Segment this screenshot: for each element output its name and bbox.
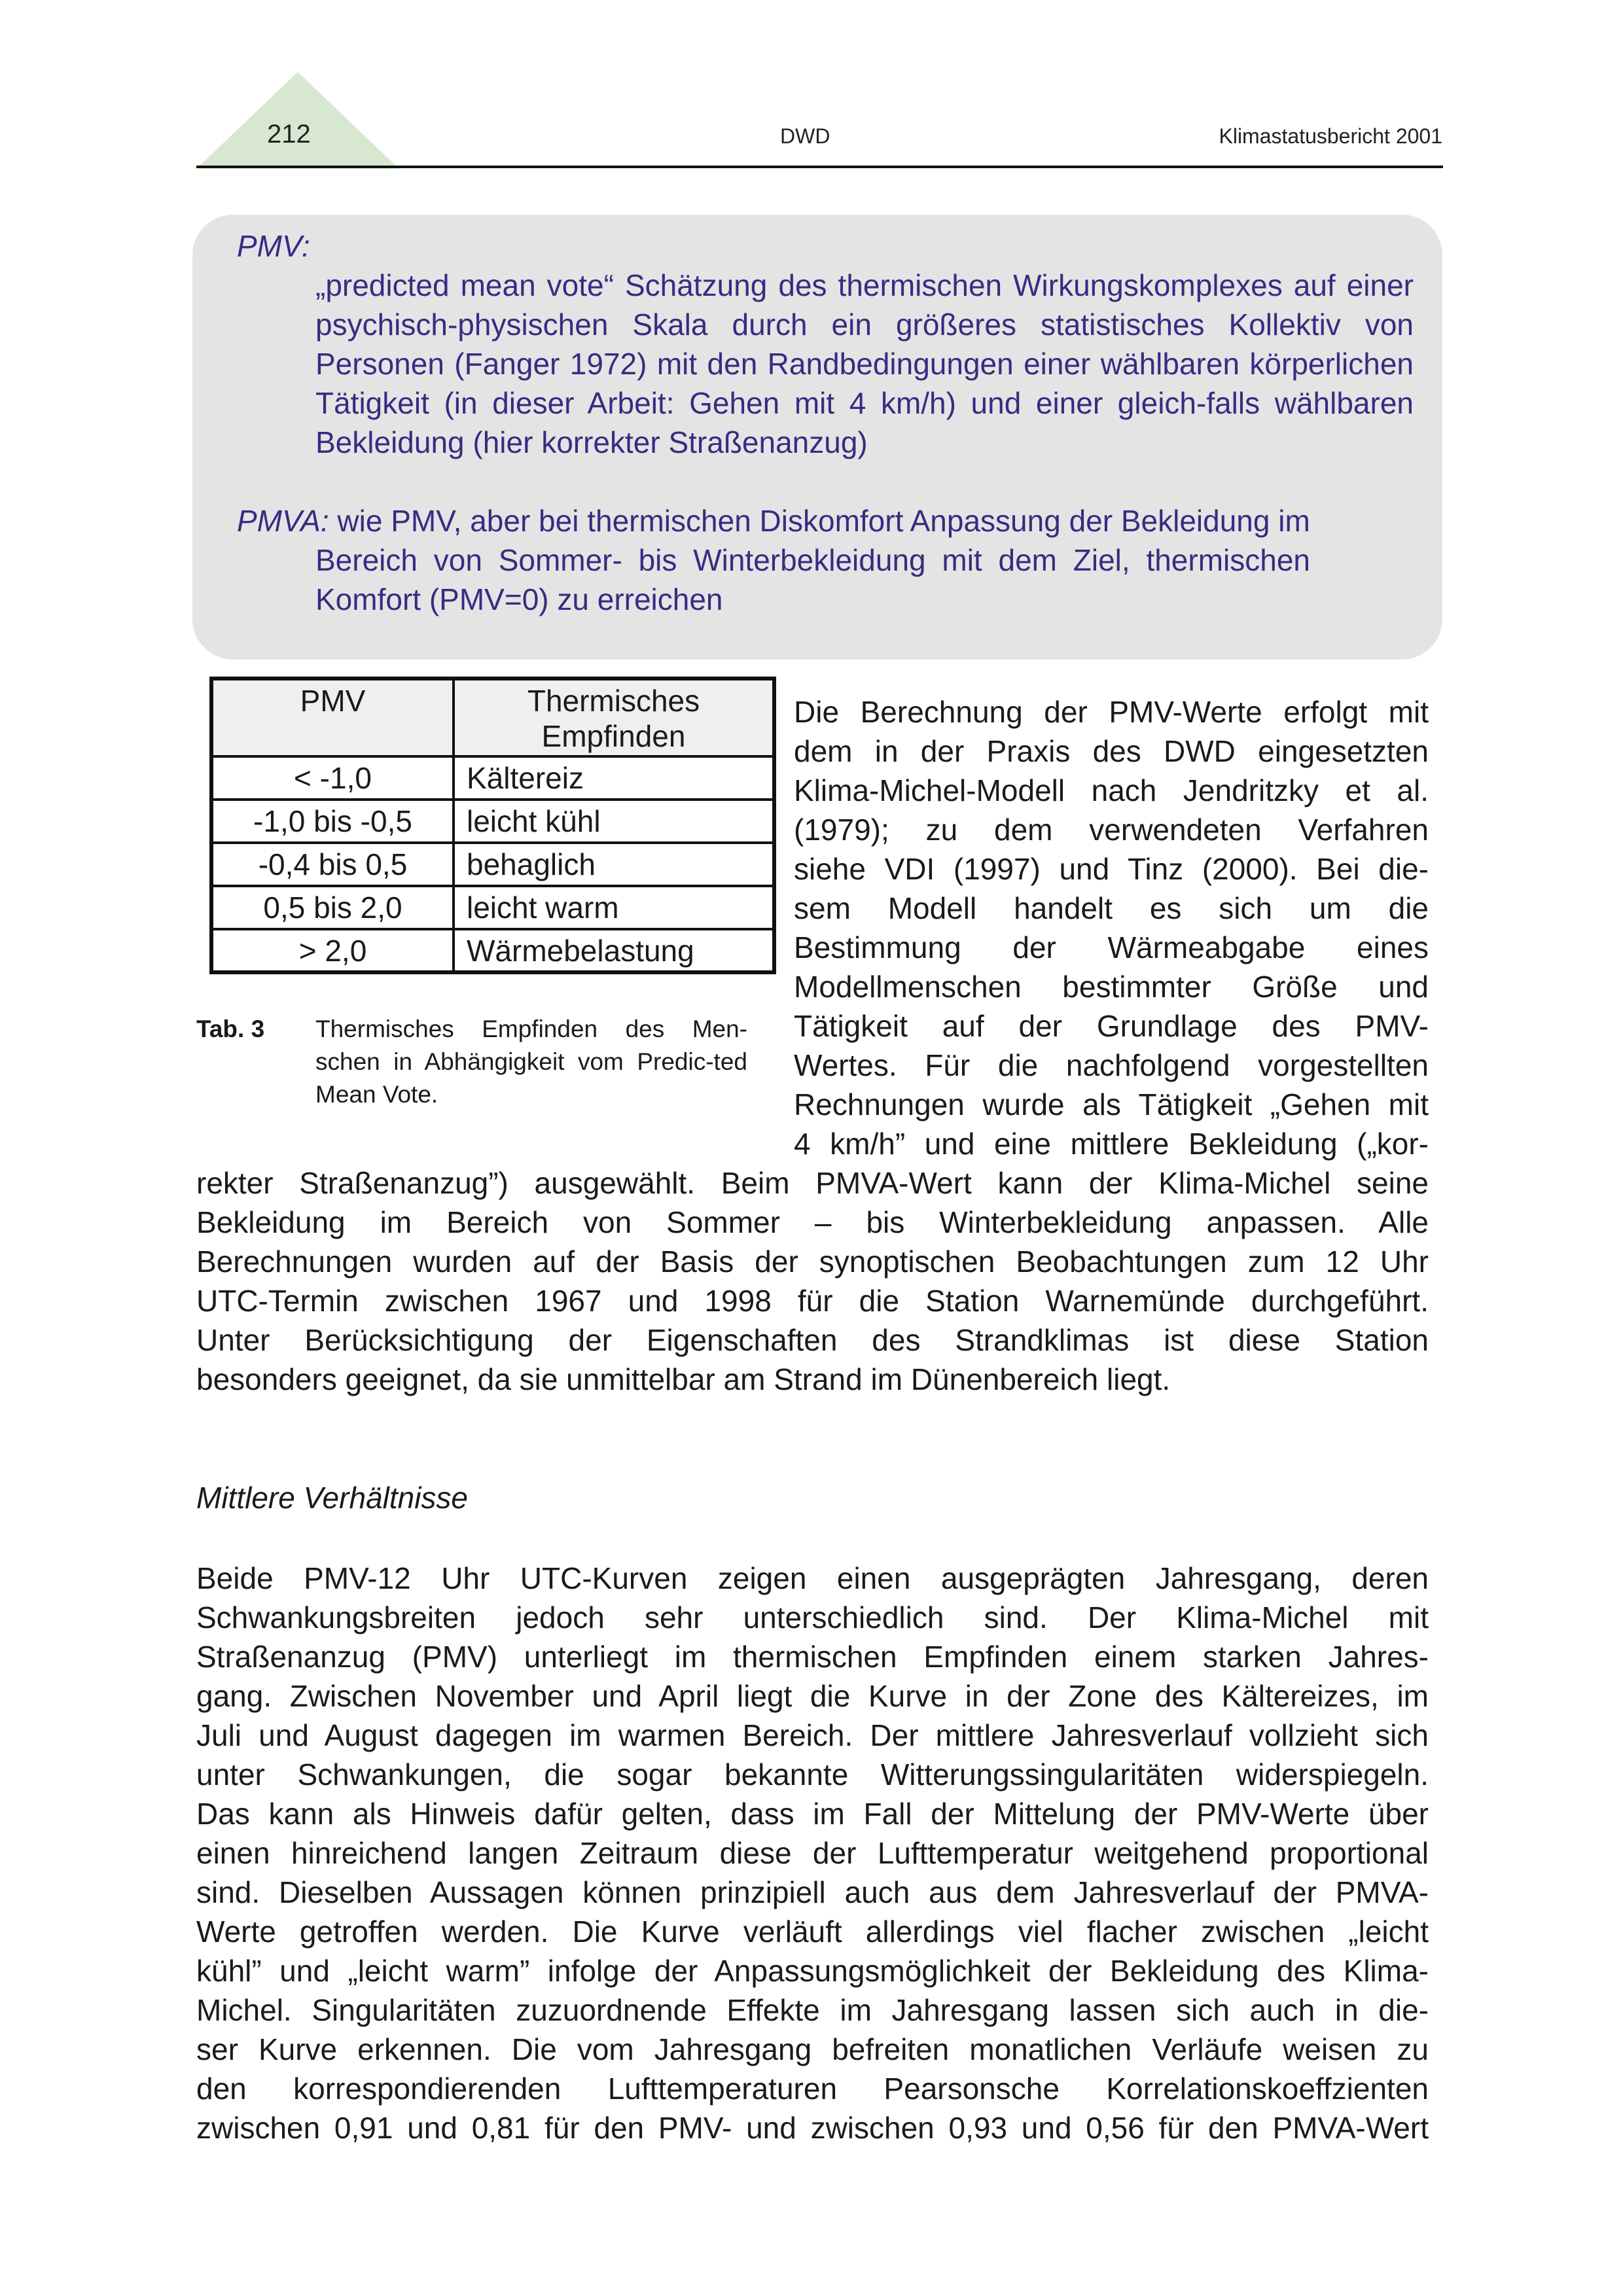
text-line: sind. Dieselben Aussagen können prinzipiell auch aus dem Jahresverlauf der PMVA- bbox=[196, 1875, 1429, 1909]
table-row bbox=[211, 756, 774, 800]
text-line: dem in der Praxis des DWD eingesetzten bbox=[794, 734, 1429, 768]
pmv-term: PMV: bbox=[237, 229, 310, 263]
table-row bbox=[211, 886, 774, 929]
text-line: Unter Berücksichtigung der Eigenschaften des Strandklimas ist diese Station bbox=[196, 1323, 1429, 1357]
text-line: Michel. Singularitäten zuzuordnende Effekte im Jahresgang lassen sich auch in die- bbox=[196, 1993, 1429, 2027]
text-line: Klima-Michel-Modell nach Jendritzky et al. bbox=[794, 773, 1429, 807]
table-header-row bbox=[211, 679, 774, 756]
header-publisher: DWD bbox=[780, 124, 830, 148]
table-cell-range: 0,5 bis 2,0 bbox=[211, 886, 454, 929]
text-line: gang. Zwischen November und April liegt die Kurve in der Zone des Kältereizes, im bbox=[196, 1679, 1429, 1713]
text-line: einen hinreichend langen Zeitraum diese der Lufttemperatur weitgehend proportional bbox=[196, 1836, 1429, 1870]
text-line: Das kann als Hinweis dafür gelten, dass im Fall der Mittelung der PMV-Werte über bbox=[196, 1797, 1429, 1831]
text-line: Tätigkeit auf der Grundlage des PMV- bbox=[794, 1009, 1429, 1043]
text-line: ser Kurve erkennen. Die vom Jahresgang befreiten monatlichen Verläufe weisen zu bbox=[196, 2032, 1429, 2066]
pmva-definition-rest: Bereich von Sommer- bis Winterbekleidung mit dem Ziel, thermischen Komfort (PMV=0) zu erreichen bbox=[315, 543, 1310, 616]
table-header-pmv: PMV bbox=[211, 679, 454, 756]
text-line: Rechnungen wurde als Tätigkeit „Gehen mit bbox=[794, 1087, 1429, 1122]
table-caption-label: Tab. 3 bbox=[196, 1016, 265, 1042]
text-line: (1979); zu dem verwendeten Verfahren bbox=[794, 813, 1429, 847]
text-line: Schwankungsbreiten jedoch sehr unterschiedlich sind. Der Klima-Michel mit bbox=[196, 1600, 1429, 1634]
text-line: den korrespondierenden Lufttemperaturen Pearsonsche Korrelationskoeffzienten bbox=[196, 2072, 1429, 2106]
page-number: 212 bbox=[267, 120, 311, 149]
table-cell-range: < -1,0 bbox=[211, 756, 454, 800]
header-report-title: Klimastatusbericht 2001 bbox=[1219, 124, 1442, 148]
table-caption-text: Thermisches Empfinden des Men-schen in Abhängigkeit vom Predic-ted Mean Vote. bbox=[315, 1016, 747, 1108]
text-line: Berechnungen wurden auf der Basis der synoptischen Beobachtungen zum 12 Uhr bbox=[196, 1245, 1429, 1279]
section-heading: Mittlere Verhältnisse bbox=[196, 1481, 469, 1515]
table-row bbox=[211, 929, 774, 972]
definition-box bbox=[192, 215, 1442, 660]
text-line: siehe VDI (1997) und Tinz (2000). Bei die- bbox=[794, 852, 1429, 886]
pmv-definition: „predicted mean vote“ Schätzung des thermischen Wirkungskomplexes auf einer psychisch-physischen Skala durch ein größeres statistisches Kollektiv von Personen (Fanger 1972) mit den Randbedingungen einer wählbaren körperlichen Tätigkeit (in dieser Arbeit: Gehen mit 4 km/h) und einer gleich-falls wählbaren Bekleidung (hier korrekter Straßenanzug) bbox=[315, 268, 1414, 459]
text-line: Bestimmung der Wärmeabgabe eines bbox=[794, 930, 1429, 964]
pmva-term: PMVA: bbox=[237, 504, 329, 538]
pmv-table bbox=[209, 677, 776, 974]
table-cell-feeling: leicht warm bbox=[454, 886, 774, 929]
text-line: Bekleidung im Bereich von Sommer – bis Winterbekleidung anpassen. Alle bbox=[196, 1205, 1429, 1239]
table-cell-feeling: Wärmebelastung bbox=[454, 929, 774, 972]
table-cell-feeling: leicht kühl bbox=[454, 800, 774, 843]
table-row bbox=[211, 843, 774, 886]
paragraph-2 bbox=[196, 1559, 1429, 2147]
text-line: zwischen 0,91 und 0,81 für den PMV- und zwischen 0,93 und 0,56 für den PMVA-Wert bbox=[196, 2111, 1429, 2145]
text-line: Juli und August dagegen im warmen Bereich. Der mittlere Jahresverlauf vollzieht sich bbox=[196, 1718, 1429, 1752]
text-line: sem Modell handelt es sich um die bbox=[794, 891, 1429, 925]
pmva-definition-start: wie PMV, aber bei thermischen Diskomfort Anpassung der Bekleidung im bbox=[337, 504, 1310, 538]
text-line: kühl” und „leicht warm” infolge der Anpassungsmöglichkeit der Bekleidung des Klima- bbox=[196, 1954, 1429, 1988]
paragraph-1-right-column bbox=[794, 692, 1429, 1163]
text-line: UTC-Termin zwischen 1967 und 1998 für die Station Warnemünde durchgeführt. bbox=[196, 1284, 1429, 1318]
table-cell-feeling: behaglich bbox=[454, 843, 774, 886]
header-rule bbox=[196, 166, 1443, 168]
paragraph-1-continuation bbox=[196, 1163, 1429, 1399]
text-line: unter Schwankungen, die sogar bekannte Witterungssingularitäten widerspiegeln. bbox=[196, 1757, 1429, 1792]
text-line: Beide PMV-12 Uhr UTC-Kurven zeigen einen ausgeprägten Jahresgang, deren bbox=[196, 1561, 1429, 1595]
text-line: rekter Straßenanzug”) ausgewählt. Beim PMVA-Wert kann der Klima-Michel seine bbox=[196, 1166, 1429, 1200]
text-line: Werte getroffen werden. Die Kurve verläuft allerdings viel flacher zwischen „leicht bbox=[196, 1915, 1429, 1949]
text-line: Modellmenschen bestimmter Größe und bbox=[794, 970, 1429, 1004]
text-line: 4 km/h” und eine mittlere Bekleidung („kor- bbox=[794, 1127, 1429, 1161]
text-line: besonders geeignet, da sie unmittelbar am Strand im Dünenbereich liegt. bbox=[196, 1362, 1171, 1396]
table-cell-feeling: Kältereiz bbox=[454, 756, 774, 800]
table-cell-range: > 2,0 bbox=[211, 929, 454, 972]
text-line: Straßenanzug (PMV) unterliegt im thermischen Empfinden einem starken Jahres- bbox=[196, 1640, 1429, 1674]
text-line: Wertes. Für die nachfolgend vorgestellten bbox=[794, 1048, 1429, 1082]
text-line: Die Berechnung der PMV-Werte erfolgt mit bbox=[794, 695, 1429, 729]
table-cell-range: -1,0 bis -0,5 bbox=[211, 800, 454, 843]
table-row bbox=[211, 800, 774, 843]
table-cell-range: -0,4 bis 0,5 bbox=[211, 843, 454, 886]
table-header-feeling: Thermisches Empfinden bbox=[454, 679, 774, 756]
pmva-definition-first-line bbox=[237, 501, 1310, 540]
